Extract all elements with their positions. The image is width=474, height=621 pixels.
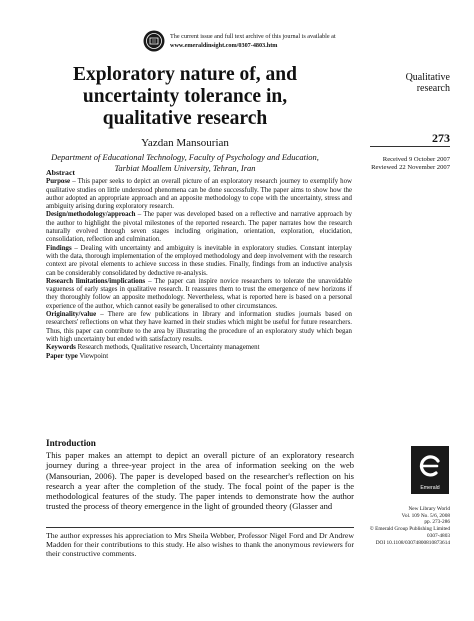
abstract-heading: Abstract bbox=[46, 168, 76, 177]
archive-notice bbox=[143, 30, 348, 60]
abstract-originality bbox=[46, 311, 352, 344]
emerald-logo-label: Emerald bbox=[420, 485, 440, 491]
limitations-label: Research limitations/implications bbox=[46, 277, 146, 285]
introduction-heading: Introduction bbox=[46, 438, 96, 448]
keywords-text: Research methods, Qualitative research, Uncertainty management bbox=[75, 344, 260, 352]
abstract-design bbox=[46, 211, 352, 244]
page-number: 273 bbox=[432, 131, 450, 145]
footnote-divider bbox=[46, 527, 354, 528]
section-line: Qualitative bbox=[405, 72, 450, 83]
reviewed-date: Reviewed 22 November 2007 bbox=[371, 164, 450, 171]
purpose-label: Purpose bbox=[46, 178, 71, 186]
running-section-name bbox=[370, 72, 450, 94]
keywords-label: Keywords bbox=[46, 344, 76, 352]
received-dates bbox=[340, 156, 450, 172]
design-label: Design/methodology/approach bbox=[46, 211, 136, 219]
journal-line: 0307-4803 bbox=[427, 532, 450, 539]
findings-text: – Dealing with uncertainty and ambiguity is inevitable in exploratory studies. Constant interplay with the data, thorough implementation of the employed methodology and deep involvement with the research context are pivotal elements to achieve success in these studies. Finally, findings from an inductive analysis can be considerably consolidated by deductive re-analysis. bbox=[46, 244, 352, 277]
section-line: research bbox=[416, 83, 450, 94]
author-name: Yazdan Mansourian bbox=[141, 137, 229, 149]
title-line: uncertainty tolerance in, bbox=[82, 86, 288, 107]
emerald-e-icon bbox=[416, 451, 444, 481]
archive-url-link[interactable]: www.emeraldinsight.com/0307-4803.htm bbox=[170, 42, 278, 49]
journal-line: pp. 273-286 bbox=[424, 519, 450, 526]
journal-line: © Emerald Group Publishing Limited bbox=[369, 526, 450, 533]
journal-line: DOI 10.1108/03074800810873614 bbox=[375, 539, 450, 546]
emerald-logo bbox=[411, 446, 449, 494]
acknowledgement-footnote: The author expresses his appreciation to Mrs Sheila Webber, Professor Nigel Ford and Dr Andrew Madden for their contributions to this study. He also wishes to thank the anonymous reviewers for their constructive comments. bbox=[46, 531, 354, 559]
journal-line: New Library World bbox=[408, 506, 450, 512]
paper-type-text: Viewpoint bbox=[77, 352, 109, 360]
abstract-purpose bbox=[46, 178, 352, 211]
introduction-text: This paper makes an attempt to depict an overall picture of an exploratory research journey during a three-year project in the area of information seeking on the web (Mansourian, 2006). The paper is developed based on the researcher's reflection on his research a year after the completion of the study. The focal point of the paper is the methodological features of the study. The paper intends to demonstrate how the author trusted the process of theory emergence in the light of grounded theory (Glasser and bbox=[46, 450, 354, 512]
abstract-paper-type bbox=[46, 353, 352, 361]
journal-info bbox=[345, 506, 450, 546]
abstract-keywords bbox=[46, 344, 352, 352]
originality-label: Originality/value bbox=[46, 311, 97, 319]
originality-text: – There are few publications in library and information studies journals based on researchers' reflections on what they have learned in their studies which might be useful for future researchers. Thus, this paper can contribute to the area by illustrating the procedure of an exploratory study which began with high uncertainty but ended with satisfactory results. bbox=[46, 311, 352, 343]
title-line: Exploratory nature of, and bbox=[73, 64, 297, 85]
article-title bbox=[40, 64, 330, 130]
design-text: – The paper was developed based on a reflective and narrative approach by the author to highlight the pivotal milestones of the reported research. The paper narrates how the research naturally evolved through seven stages including origination, orientation, exploration, elucidation, consolidation, reflection and culmination. bbox=[46, 211, 352, 244]
affiliation-line: Department of Educational Technology, Faculty of Psychology and Education, bbox=[51, 152, 319, 162]
received-date: Received 9 October 2007 bbox=[382, 156, 450, 163]
side-divider bbox=[370, 146, 450, 147]
journal-line: Vol. 109 No. 5/6, 2008 bbox=[401, 512, 450, 519]
limitations-text: – The paper can inspire novice researchers to tolerate the unavoidable vagueness of early stages in qualitative research. It reassures them to trust the emergence of new horizons if they thoroughly follow an apposite methodology. Nevertheless, what is reported here is based on a personal experience of the author, which cannot easily be generalised to other circumstances. bbox=[46, 277, 352, 310]
purpose-text: – This paper seeks to depict an overall picture of an exploratory research journey to exemplify how qualitative studies on little understood phenomena can be done successfully. The paper aims to show how the author adopted an appropriate approach and an apposite methodology to cope with the uncertainty, stress and ambiguity arising during exploratory research. bbox=[46, 178, 352, 211]
affiliation-line: Tarbiat Moallem University, Tehran, Iran bbox=[114, 163, 256, 173]
publisher-seal-icon bbox=[143, 30, 165, 52]
archive-notice-text: The current issue and full text archive of this journal is available at bbox=[170, 33, 336, 40]
abstract-findings bbox=[46, 245, 352, 278]
findings-label: Findings bbox=[46, 244, 72, 252]
abstract-section bbox=[46, 169, 352, 361]
paper-type-label: Paper type bbox=[46, 352, 78, 360]
title-line: qualitative research bbox=[102, 108, 268, 129]
abstract-limitations bbox=[46, 278, 352, 311]
